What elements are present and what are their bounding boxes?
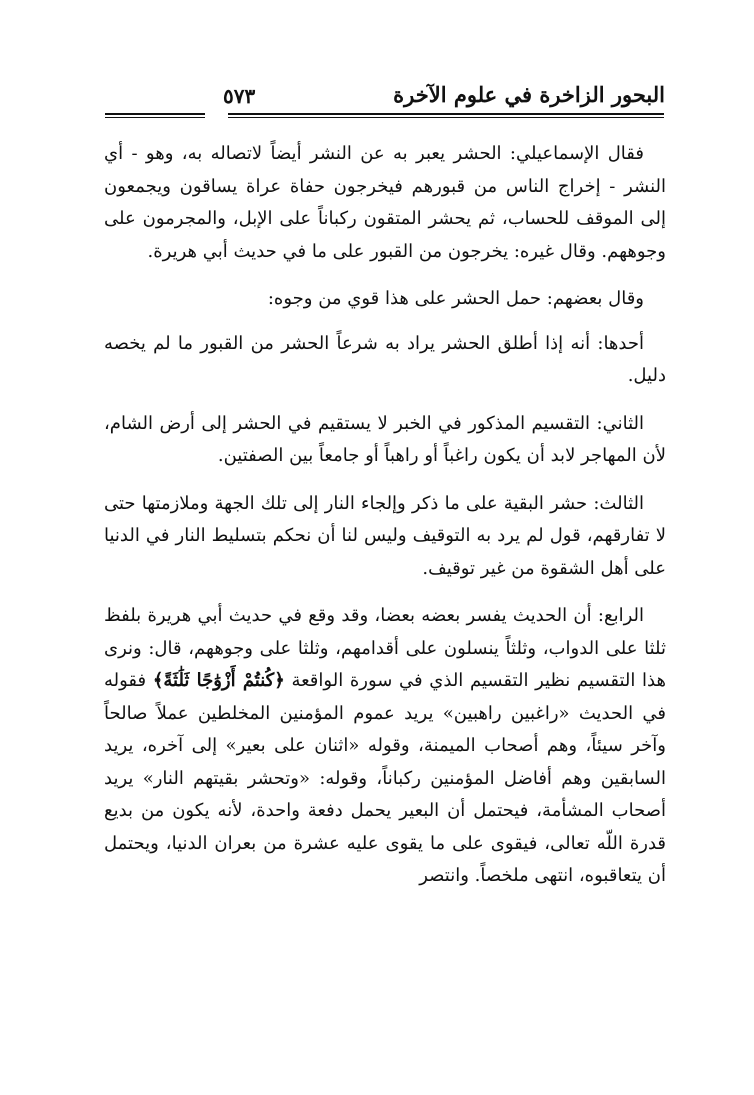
page-header bbox=[105, 78, 665, 118]
paragraph-baadhuhum: وقال بعضهم: حمل الحشر على هذا قوي من وجوه: bbox=[267, 288, 644, 309]
paragraph-first-reason: أحدها: أنه إذا أطلق الحشر يراد به شرعاً الحشر من القبور ما لم يخصه دليل. bbox=[104, 332, 666, 386]
fourth-reason-part1: الرابع: أن الحديث يفسر بعضه بعضا، وقد وقع في حديث أبي هريرة بلفظ ثلثا على الدواب، وثلثاً ينسلون على أقدامهم، وثلثا على وجوههم، قال: ونرى هذا التقسيم نظير التقسيم الذي في سورة الواقعة bbox=[104, 605, 666, 691]
fourth-reason-part2: فقوله في الحديث «راغبين راهبين» يريد عموم المؤمنين المخلطين عملاً صالحاً وآخر سيئاً، وهم أصحاب الميمنة، وقوله «اثنان على بعير» إلى آخره، يريد السابقين وهم أفاضل المؤمنين ركباناً، وقوله: «وتحشر بقيتهم النار» يريد أصحاب المشأمة، فيحتمل أن البعير يحمل دفعة واحدة، لأنه يكون من بديع قدرة اللّه تعالى، فيقوى على ما يقوى عليه عشرة من بعران الدنيا، ويحتمل أن يتعاقبوه، انتهى ملخصاً. وانتصر bbox=[104, 670, 666, 886]
running-title: البحور الزاخرة في علوم الآخرة bbox=[393, 82, 665, 107]
paragraph-ismaili: فقال الإسماعيلي: الحشر يعبر به عن النشر أيضاً لاتصاله به، وهو - أي النشر - إخراج الناس من قبورهم فيخرجون حفاة عراة يساقون ويجمعون إلى الموقف للحساب، ثم يحشر المتقون ركباناً على الإبل، والمجرمون على وجوههم. وقال غيره: يخرجون من القبور على ما في حديث أبي هريرة. bbox=[104, 143, 666, 262]
page-number: ٥٧٣ bbox=[223, 84, 256, 108]
paragraph-third-reason: الثالث: حشر البقية على ما ذكر وإلجاء النار إلى تلك الجهة وملازمتها حتى لا تفارقهم، قول لم يرد به التوقيف وليس لنا أن نحكم بتسليط النار في الدنيا على أهل الشقوة من غير توقيف. bbox=[104, 492, 666, 579]
paragraph-second-reason: الثاني: التقسيم المذكور في الخبر لا يستقيم في الحشر إلى أرض الشام، لأن المهاجر لابد أن يكون راغباً أو راهباً أو جامعاً بين الصفتين. bbox=[104, 412, 666, 466]
header-rule-short bbox=[105, 113, 205, 118]
body-text bbox=[104, 138, 666, 908]
header-rule-long bbox=[228, 113, 664, 118]
quran-verse: ﴿كُنتُمْ أَزْوَٰجًا ثَلَٰثَةً﴾ bbox=[152, 670, 285, 691]
paragraph-fourth-reason bbox=[104, 600, 666, 893]
